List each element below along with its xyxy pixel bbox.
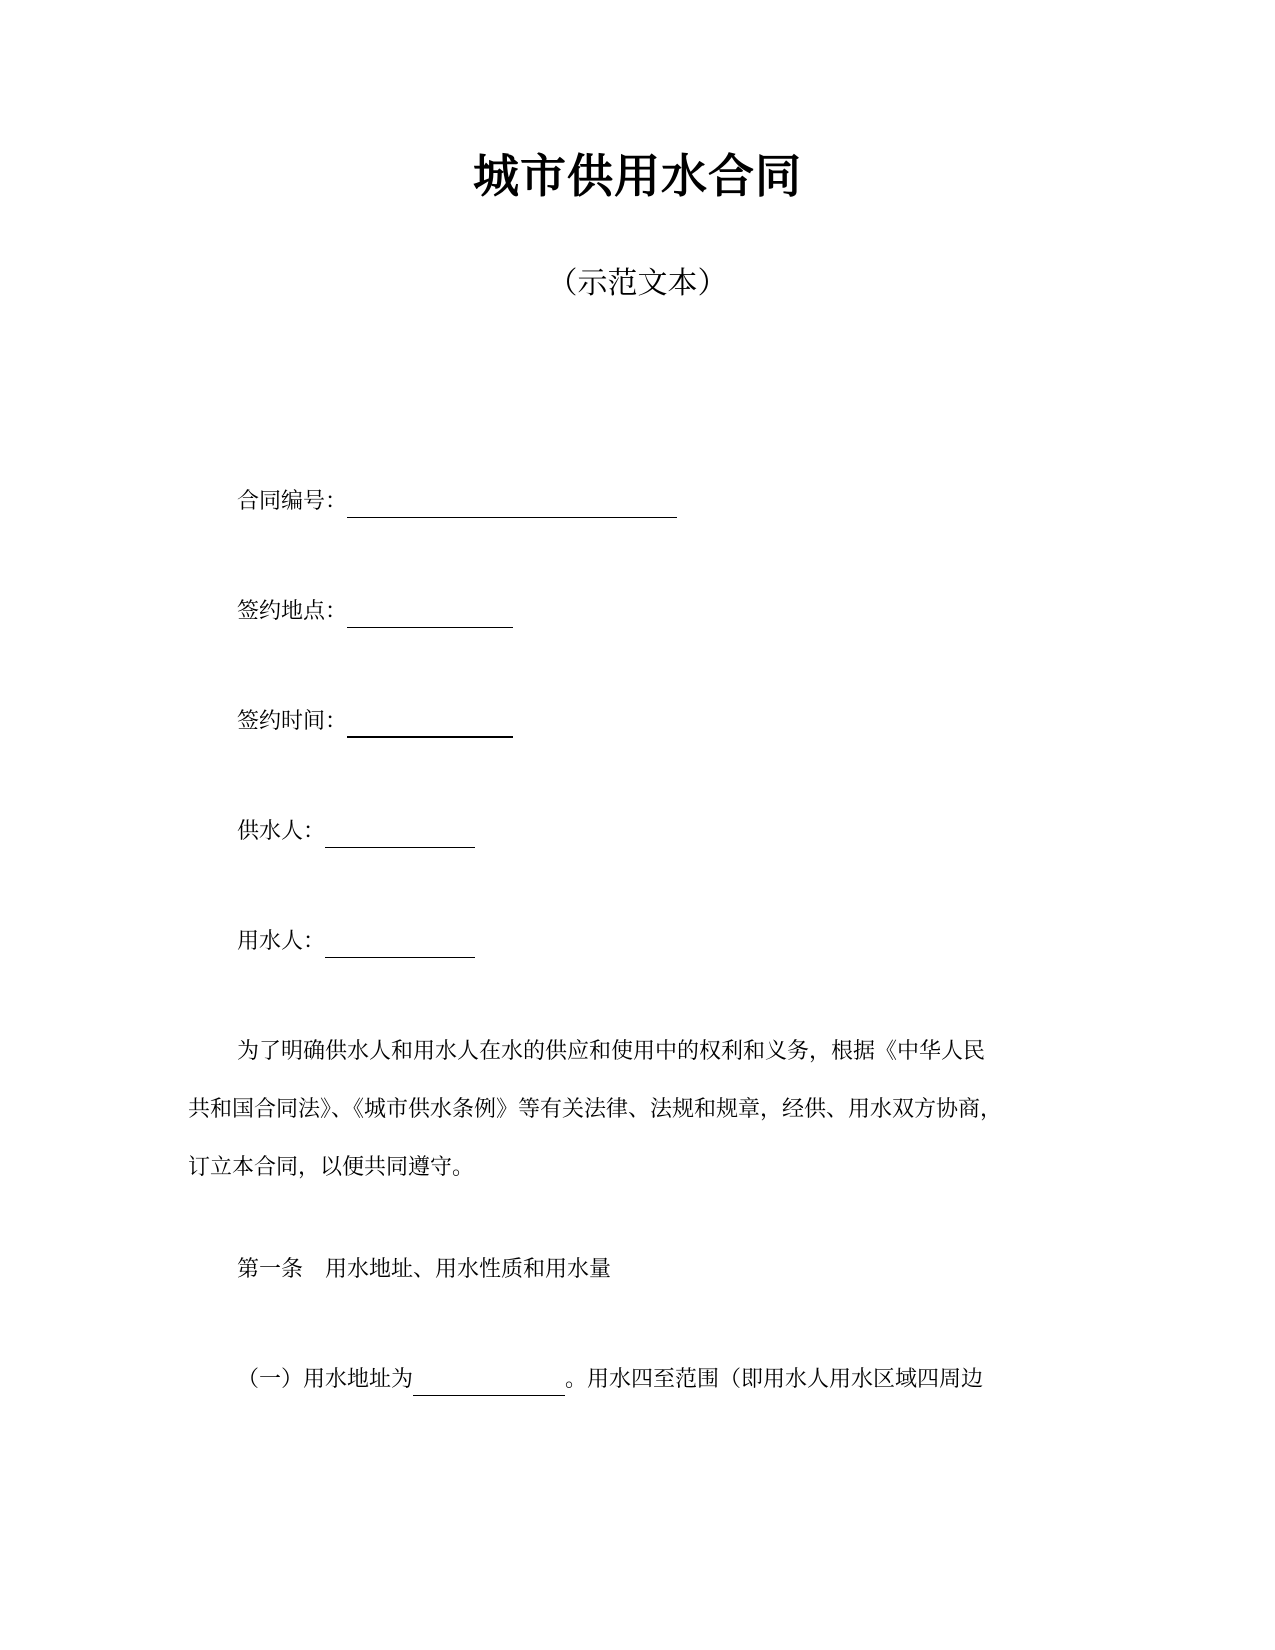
- signing-place-label: 签约地点：: [237, 599, 348, 624]
- water-user-field: [237, 926, 475, 958]
- water-user-blank: [325, 929, 475, 958]
- intro-line-2: 共和国合同法》、《城市供水条例》等有关法律、法规和规章，经供、用水双方协商，: [188, 1097, 1003, 1122]
- article-1-item-1-prefix: （一）用水地址为: [237, 1367, 414, 1392]
- signing-place-blank: [347, 599, 513, 628]
- contract-number-label: 合同编号：: [237, 489, 348, 514]
- signing-place-field: [237, 596, 513, 628]
- signing-time-field: [237, 706, 513, 738]
- signing-time-label: 签约时间：: [237, 709, 348, 734]
- contract-number-blank: [347, 489, 677, 518]
- intro-line-1: 为了明确供水人和用水人在水的供应和使用中的权利和义务，根据《中华人民: [237, 1039, 986, 1064]
- document-title: 城市供用水合同: [473, 149, 802, 203]
- supplier-blank: [325, 819, 475, 848]
- document-subtitle: （示范文本）: [547, 266, 728, 301]
- contract-number-field: [237, 486, 677, 518]
- water-user-label: 用水人：: [237, 929, 326, 954]
- supplier-label: 供水人：: [237, 819, 326, 844]
- intro-line-3: 订立本合同，以便共同遵守。: [188, 1155, 475, 1180]
- article-1-heading: 第一条 用水地址、用水性质和用水量: [237, 1257, 612, 1282]
- article-1-item-1-suffix: 。用水四至范围（即用水人用水区域四周边: [565, 1367, 984, 1392]
- article-1-item-1: [237, 1364, 1137, 1396]
- signing-time-blank: [347, 708, 513, 738]
- supplier-field: [237, 816, 475, 848]
- water-address-blank: [413, 1367, 565, 1396]
